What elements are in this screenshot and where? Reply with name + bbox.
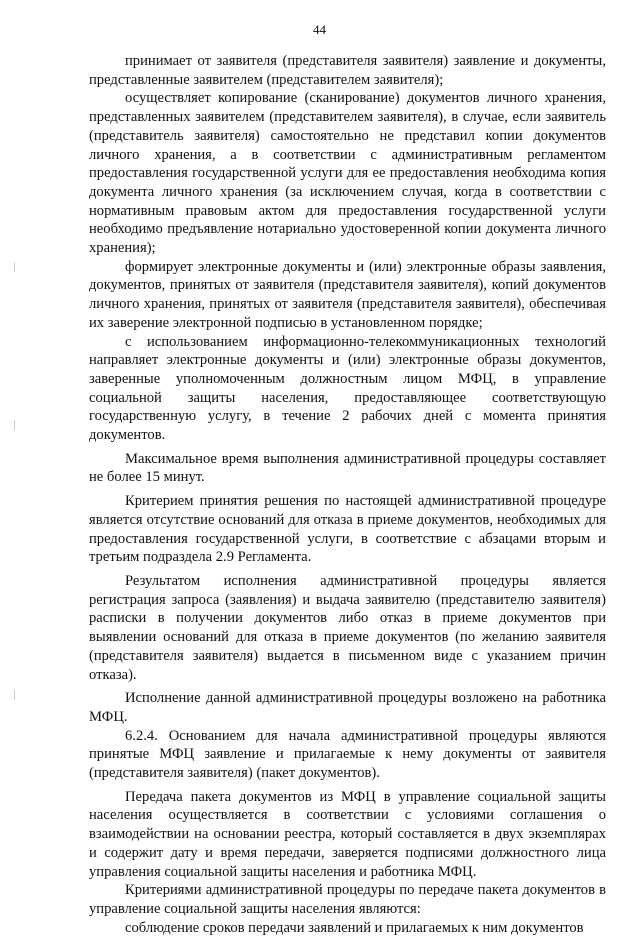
document-body xyxy=(89,52,606,937)
paragraph-section-6-2-4: 6.2.4. Основанием для начала административной процедуры являются принятые МФЦ заявление и прилагаемые к нему документы от заявителя (представителя заявителя) (пакет документов). xyxy=(89,727,606,782)
paragraph-transfer-ict: с использованием информационно-телекоммуникационных технологий направляет электронные документы и (или) электронные образы документов, заверенные уполномоченным должностным лицом МФЦ, в управление социальной защиты населения, предоставляющее соответствующую государственную услугу, в течение 2 рабочих дней с момента принятия документов. xyxy=(89,333,606,444)
paragraph-decision-criterion: Критерием принятия решения по настоящей административной процедуре является отсутствие оснований для отказа в приеме документов, необходимых для предоставления государственной услуги, в соответствие с абзацами вторым и третьим подраздела 2.9 Регламента. xyxy=(89,493,606,566)
page-number: 44 xyxy=(313,22,326,37)
paragraph-max-time: Максимальное время выполнения административной процедуры составляет не более 15 минут. xyxy=(89,450,606,486)
paragraph-electronic-docs: формирует электронные документы и (или) электронные образы заявления, документов, принятых от заявителя (представителя заявителя), копий документов личного хранения, принятых от заявителя (представителя заявителя), обеспечивая их заверение электронной подписью в установленном порядке; xyxy=(89,258,606,331)
paragraph-deadlines: соблюдение сроков передачи заявлений и прилагаемых к ним документов xyxy=(125,919,584,936)
paragraph-result: Результатом исполнения административной процедуры является регистрация запроса (заявления) и выдача заявителю (представителю заявителя) расписки в получении документов либо отказ в приеме документов при выявлении оснований для отказа в приеме документов (по желанию заявителя (представителя заявителя) выдается в письменном виде с указанием причин отказа). xyxy=(89,572,606,683)
paragraph-copying: осуществляет копирование (сканирование) документов личного хранения, представленных заявителем (представителем заявителя), в случае, если заявитель (представитель заявителя) самостоятельно не представил копии документов личного хранения, а в соответствии с административным регламентом предоставления государственной услуги для ее предоставления необходима копия документа личного хранения (за исключением случая, когда в соответствии с нормативным правовым актом для предоставления государственной услуги необходимо предъявление нотариально удостоверенной копии документа личного хранения); xyxy=(89,90,606,257)
paragraph-accept: принимает от заявителя (представителя заявителя) заявление и документы, представленные заявителем (представителем заявителя); xyxy=(89,53,606,88)
paragraph-responsible: Исполнение данной административной процедуры возложено на работника МФЦ. xyxy=(89,690,606,725)
scan-margin-mark xyxy=(14,262,15,272)
paragraph-package-transfer: Передача пакета документов из МФЦ в управление социальной защиты населения осуществляется в соответствии с условиями соглашения о взаимодействии на основании реестра, который составляется в двух экземплярах и содержит дату и время передачи, заверяется подписями должностного лица управления социальной защиты населения и работника МФЦ. xyxy=(89,788,606,880)
scan-margin-mark xyxy=(14,420,15,430)
scan-margin-mark xyxy=(14,690,15,700)
paragraph-transfer-criteria: Критериями административной процедуры по передаче пакета документов в управление социальной защиты населения являются: xyxy=(89,882,606,917)
